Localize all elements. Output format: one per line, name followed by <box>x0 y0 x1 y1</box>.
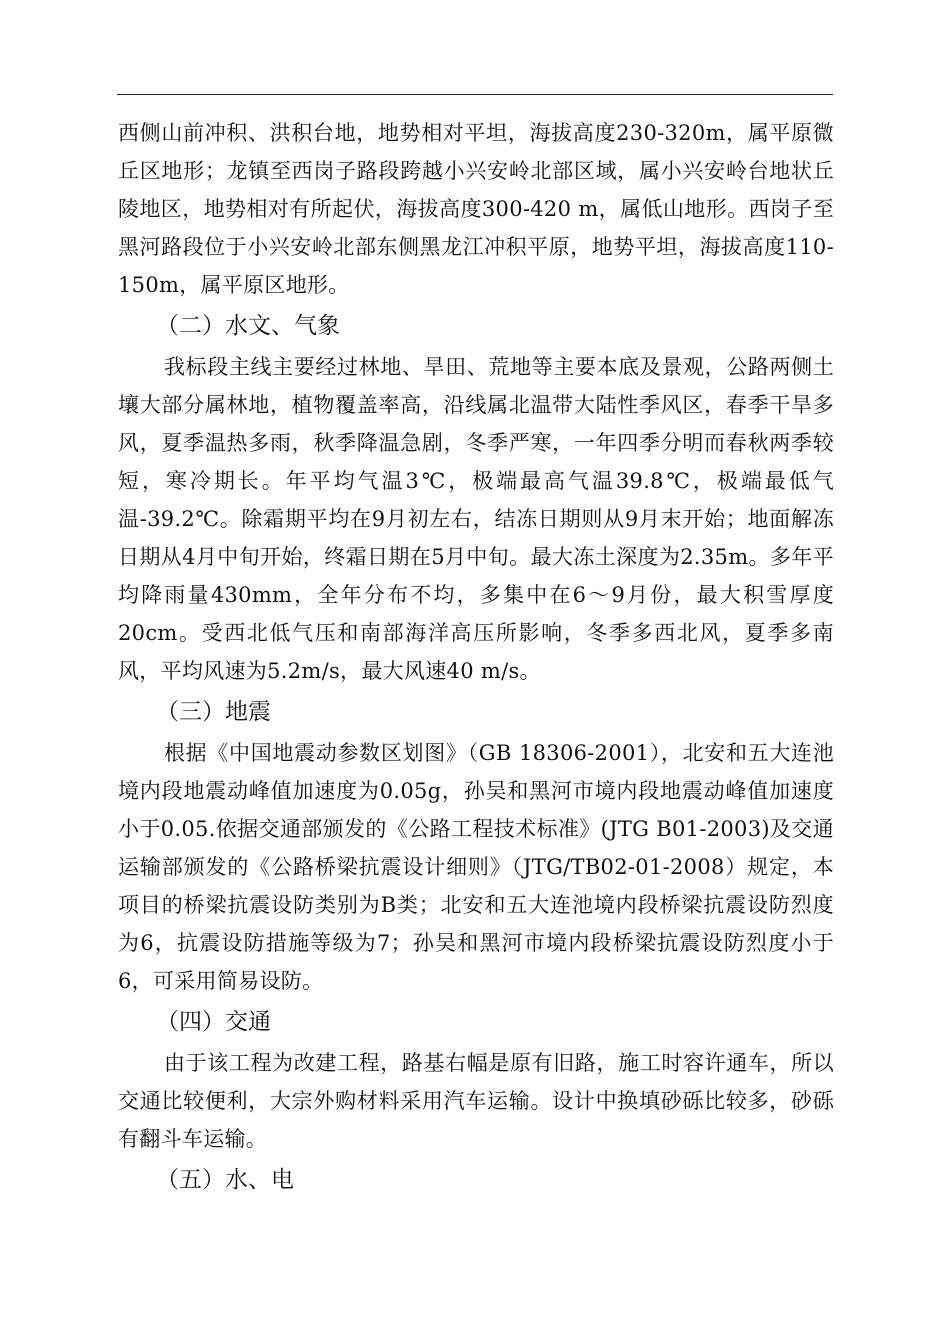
heading-traffic: （四）交通 <box>156 1009 271 1035</box>
paragraph-hydrology-climate: 我标段主线主要经过林地、旱田、荒地等主要本底及景观，公路两侧土壤大部分属林地，植物覆盖率高，沿线属北温带大陆性季风区，春季干旱多风，夏季温热多雨，秋季降温急剧，冬季严寒，一年四季分明而春秋两季较短，寒冷期长。年平均气温3℃，极端最高气温39.8℃，极端最低气温-39.2℃。除霜期平均在9月初左右，结冻日期则从9月末开始；地面解冻日期从4月中旬开始，终霜日期在5月中旬。最大冻土深度为2.35m。多年平均降雨量430mm，全年分布不均，多集中在6～9月份，最大积雪厚度20cm。受西北低气压和南部海洋高压所影响，冬季多西北风，夏季多南风，平均风速为5.2m/s，最大风速40 m/s。 <box>118 355 834 683</box>
header-rule <box>117 94 833 95</box>
paragraph-terrain: 西侧山前冲积、洪积台地，地势相对平坦，海拔高度230-320m，属平原微丘区地形；龙镇至西岗子路段跨越小兴安岭北部区域，属小兴安岭台地状丘陵地区，地势相对有所起伏，海拔高度300-420 m，属低山地形。西岗子至黑河路段位于小兴安岭北部东侧黑龙江冲积平原，地势平坦，海拔高度110-150m，属平原区地形。 <box>118 121 834 297</box>
heading-earthquake: （三）地震 <box>156 699 271 725</box>
heading-hydrology-climate: （二）水文、气象 <box>156 313 340 339</box>
document-body <box>118 114 834 1202</box>
paragraph-earthquake: 根据《中国地震动参数区划图》（GB 18306-2001），北安和五大连池境内段地震动峰值加速度为0.05g，孙吴和黑河市境内段地震动峰值加速度小于0.05.依据交通部颁发的《公路工程技术标准》(JTG B01-2003)及交通运输部颁发的《公路桥梁抗震设计细则》（JTG/TB02-01-2008）规定，本项目的桥梁抗震设防类别为B类；北安和五大连池境内段桥梁抗震设防烈度为6，抗震设防措施等级为7；孙吴和黑河市境内段桥梁抗震设防烈度小于6，可采用简易设防。 <box>118 741 834 993</box>
paragraph-traffic: 由于该工程为改建工程，路基右幅是原有旧路，施工时容许通车，所以交通比较便利，大宗外购材料采用汽车运输。设计中换填砂砾比较多，砂砾有翻斗车运输。 <box>118 1051 834 1151</box>
heading-water-electricity: （五）水、电 <box>156 1167 294 1193</box>
